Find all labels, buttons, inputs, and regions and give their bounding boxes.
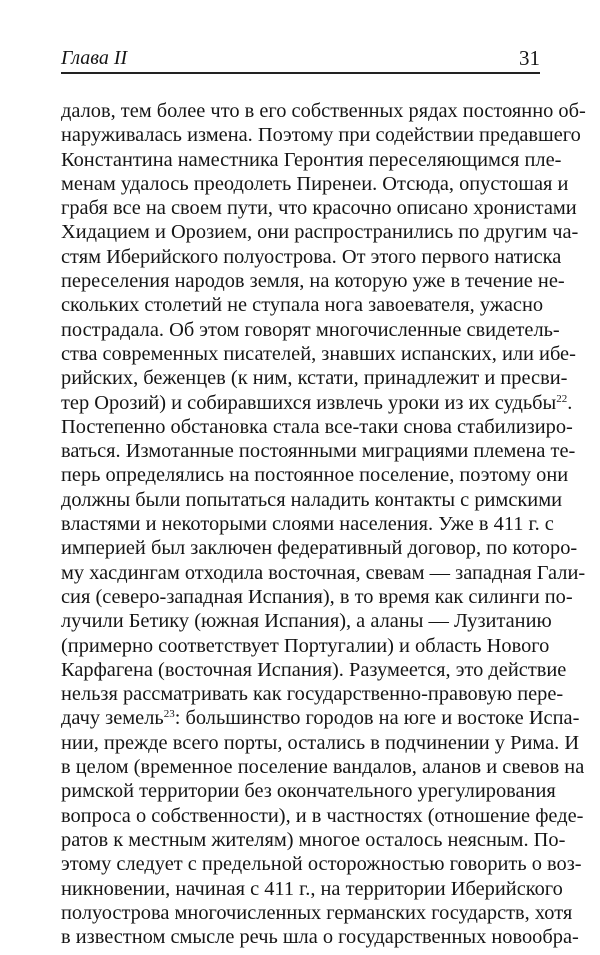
text-line	[61, 682, 564, 706]
text-line-content: никновении, начиная с 411 г., на территории Иберийского	[61, 877, 563, 900]
text-line	[61, 561, 586, 585]
text-line-content: Постепенно обстановка стала все-таки снова стабилизиро-	[61, 415, 573, 438]
text-line	[61, 342, 576, 366]
text-line	[61, 293, 544, 317]
text-line	[61, 488, 563, 512]
text-line	[61, 415, 573, 439]
text-line-content: тер Орозий) и собиравшихся извлечь уроки из их судьбы	[61, 391, 557, 414]
text-line-content: му хасдингам отходила восточная, свевам — западная Гали-	[61, 561, 586, 584]
text-line	[61, 925, 579, 949]
text-line-content: в известном смысле речь шла о государственных новообра-	[61, 926, 579, 949]
text-line	[61, 852, 582, 876]
text-line-content: ваться. Измотанные постоянными миграциями племена те-	[61, 440, 576, 463]
text-line	[61, 901, 573, 925]
text-line	[61, 706, 580, 730]
text-line-content: сия (северо-западная Испания), в то время как силинги по-	[61, 585, 573, 608]
text-line	[61, 172, 569, 196]
footnote-ref[interactable]: 22	[556, 392, 568, 405]
text-line-content: лучили Бетику (южная Испания), а аланы — Лузитанию	[61, 610, 552, 633]
text-line-content: менам удалось преодолеть Пиренеи. Отсюда, опустошая и	[61, 172, 569, 195]
text-line	[61, 634, 550, 658]
chapter-title: Глава II	[61, 47, 128, 69]
text-line-content: Хидацием и Орозием, они распространились по другим ча-	[61, 221, 579, 244]
running-header	[61, 46, 540, 72]
text-line	[61, 536, 578, 560]
text-line	[61, 804, 584, 828]
text-line-content: переселения народов земля, на которую уже в течение не-	[61, 270, 565, 293]
text-line-content: властями и некоторыми слоями населения. Уже в 411 г. с	[61, 513, 554, 536]
text-line-content: (примерно соответствует Португалии) и область Нового	[61, 634, 550, 657]
text-line-content: стям Иберийского полуострова. От этого первого натиска	[61, 245, 562, 268]
text-line-content: Константина наместника Геронтия переселяющимся пле-	[61, 148, 562, 171]
text-line	[61, 512, 554, 536]
footnote-ref[interactable]: 23	[163, 708, 175, 721]
text-line-content: перь определялись на постоянное поселение, поэтому они	[61, 464, 569, 487]
text-line	[61, 220, 579, 244]
text-line	[61, 269, 565, 293]
text-line	[61, 585, 573, 609]
text-line	[61, 318, 560, 342]
text-line-content: вопроса о собственности), и в частностях (отношение феде-	[61, 804, 584, 827]
text-line	[61, 123, 581, 147]
text-line	[61, 245, 562, 269]
text-line-content: этому следует с предельной осторожностью говорить о воз-	[61, 853, 582, 876]
text-line-content: нии, прежде всего порты, остались в подчинении у Рима. И	[61, 731, 580, 754]
text-line	[61, 828, 566, 852]
text-line-content: наруживалась измена. Поэтому при содействии предавшего	[61, 124, 581, 147]
text-line-content: полуострова многочисленных германских государств, хотя	[61, 901, 573, 924]
header-rule	[61, 72, 540, 74]
text-line-content: грабя все на своем пути, что красочно описано хронистами	[61, 197, 577, 220]
text-line-content: должны были попытаться наладить контакты с римскими	[61, 488, 563, 511]
text-line	[61, 463, 569, 487]
text-line-content: дачу земель	[61, 707, 164, 730]
text-line	[61, 731, 580, 755]
text-line	[61, 366, 568, 390]
body-text	[61, 99, 586, 949]
text-line-content: рийских, беженцев (к ним, кстати, принадлежит и пресви-	[61, 367, 568, 390]
text-line-content: римской территории без окончательного урегулирования	[61, 780, 556, 803]
text-line	[61, 755, 585, 779]
text-line	[61, 779, 556, 803]
text-line-content: Карфагена (восточная Испания). Разумеется, это действие	[61, 658, 567, 681]
text-line-continuation: : большинство городов на юге и востоке Испа-	[174, 707, 580, 730]
text-line-content: нельзя рассматривать как государственно-правовую пере-	[61, 683, 564, 706]
text-line-content: в целом (временное поселение вандалов, аланов и свевов на	[61, 756, 585, 779]
text-line-content: империей был заключен федеративный договор, по которо-	[61, 537, 578, 560]
text-line-content: пострадала. Об этом говорят многочисленные свидетель-	[61, 318, 560, 341]
page-number: 31	[519, 46, 540, 70]
text-line	[61, 148, 562, 172]
text-line-content: далов, тем более что в его собственных рядах постоянно об-	[61, 100, 586, 122]
text-line-continuation: .	[567, 391, 573, 414]
text-line-content: скольких столетий не ступала нога завоевателя, ужасно	[61, 294, 544, 317]
text-line	[61, 439, 576, 463]
text-line	[61, 877, 563, 901]
text-line	[61, 658, 567, 682]
text-line	[61, 99, 586, 123]
text-line-content: ства современных писателей, знавших испанских, или ибе-	[61, 342, 576, 365]
text-line	[61, 391, 573, 415]
text-line	[61, 609, 552, 633]
text-line-content: ратов к местным жителям) многое осталось неясным. По-	[61, 828, 566, 851]
text-line	[61, 196, 577, 220]
